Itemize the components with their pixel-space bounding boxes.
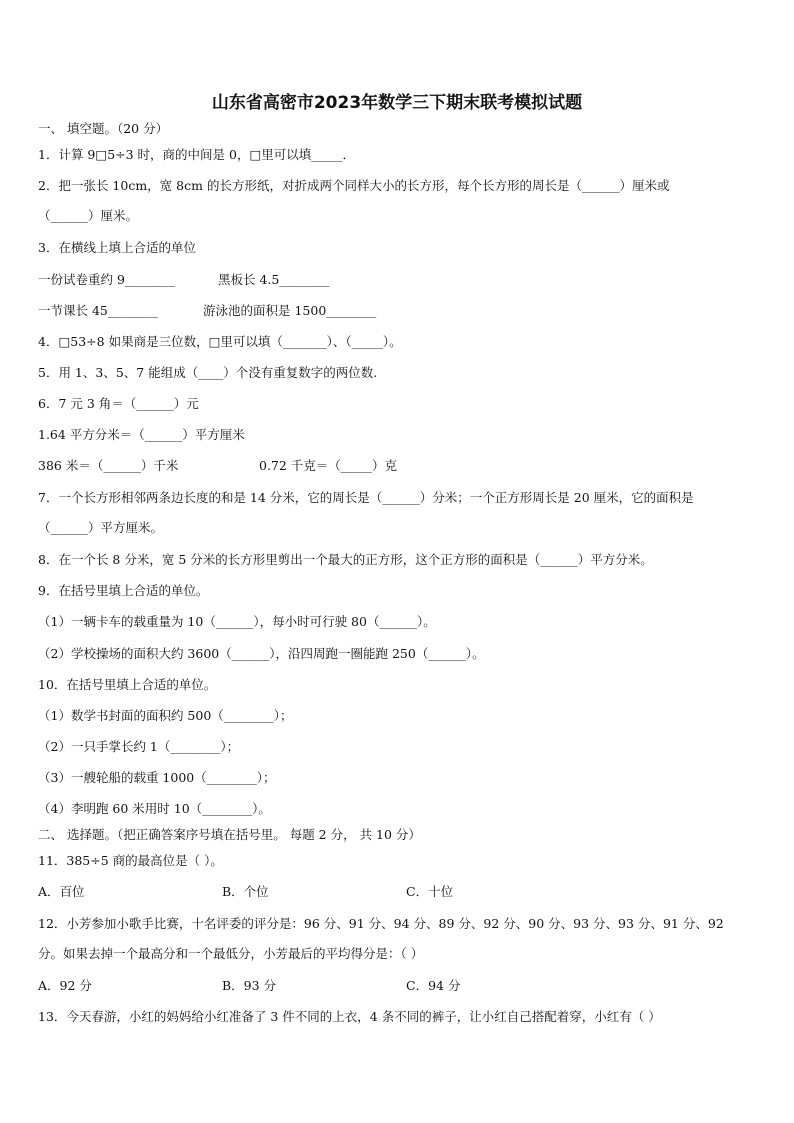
page-title: 山东省高密市2023年数学三下期末联考模拟试题 xyxy=(211,93,583,113)
question-4: 4．□53÷8 如果商是三位数，□里可以填（_______）、（_____）。 xyxy=(38,334,402,349)
question-7-line-1: 7．一个长方形相邻两条边长度的和是 14 分米，它的周长是（______）分米；一个正方形周长是 20 厘米，它的面积是 xyxy=(38,490,694,505)
question-9-part-1: （1）一辆卡车的载重量为 10（______），每小时可行驶 80（______）。 xyxy=(38,614,436,629)
question-10-part-2: （2）一只手掌长约 1（________）； xyxy=(38,739,240,754)
section-2-heading: 二、 选择题。（把正确答案序号填在括号里。 每题 2 分， 共 10 分） xyxy=(38,827,421,842)
question-10-part-3: （3）一艘轮船的载重 1000（________）； xyxy=(38,770,276,785)
question-6-line-4: 0.72 千克＝（_____）克 xyxy=(259,458,398,473)
question-5: 5．用 1、3、5、7 能组成（____）个没有重复数字的两位数. xyxy=(38,365,378,380)
question-2-line-2: （______）厘米。 xyxy=(38,208,139,223)
question-9: 9．在括号里填上合适的单位。 xyxy=(38,583,209,598)
section-1-heading: 一、 填空题。（20 分） xyxy=(38,121,169,136)
question-12-line-2: 分。如果去掉一个最高分和一个最低分，小芳最后的平均得分是：（ ） xyxy=(38,946,424,961)
question-3-item-a: 一份试卷重约 9________ xyxy=(38,272,175,287)
question-13: 13．今天春游，小红的妈妈给小红准备了 3 件不同的上衣，4 条不同的裤子，让小红自己搭配着穿，小红有（ ） xyxy=(38,1009,661,1024)
question-3: 3．在横线上填上合适的单位 xyxy=(38,240,196,255)
question-12-option-b: B．93 分 xyxy=(222,978,277,993)
question-6-line-3: 386 米＝（______）千米 xyxy=(38,458,179,473)
question-3-item-d: 游泳池的面积是 1500________ xyxy=(203,303,377,318)
question-11-option-c: C．十位 xyxy=(406,884,454,899)
question-12-line-1: 12．小芳参加小歌手比赛，十名评委的评分是：96 分、91 分、94 分、89 分、92 分、90 分、93 分、93 分、91 分、92 xyxy=(38,916,724,931)
question-12-option-c: C．94 分 xyxy=(406,978,461,993)
question-8: 8．在一个长 8 分米，宽 5 分米的长方形里剪出一个最大的正方形，这个正方形的面积是（______）平方分米。 xyxy=(38,552,653,567)
question-9-part-2: （2）学校操场的面积大约 3600（______），沿四周跑一圈能跑 250（______）。 xyxy=(38,646,485,661)
question-10-part-4: （4）李明跑 60 米用时 10（________）。 xyxy=(38,801,271,816)
question-6-line-2: 1.64 平方分米＝（______）平方厘米 xyxy=(38,427,245,442)
question-3-item-c: 一节课长 45________ xyxy=(38,303,158,318)
question-12-option-a: A．92 分 xyxy=(38,978,92,993)
question-10: 10．在括号里填上合适的单位。 xyxy=(38,677,217,692)
question-7-line-2: （______）平方厘米。 xyxy=(38,520,164,535)
question-3-item-b: 黑板长 4.5________ xyxy=(218,272,330,287)
question-1: 1．计算 9□5÷3 时，商的中间是 0，□里可以填_____． xyxy=(38,147,356,162)
question-6-line-1: 6．7 元 3 角＝（______）元 xyxy=(38,396,199,411)
question-2-line-1: 2．把一张长 10cm，宽 8cm 的长方形纸，对折成两个同样大小的长方形，每个长方形的周长是（______）厘米或 xyxy=(38,178,670,193)
question-10-part-1: （1）数学书封面的面积约 500（________）； xyxy=(38,708,293,723)
question-11-option-b: B．个位 xyxy=(222,884,269,899)
question-11-option-a: A．百位 xyxy=(38,884,85,899)
question-11: 11．385÷5 商的最高位是（ ）。 xyxy=(38,853,223,868)
